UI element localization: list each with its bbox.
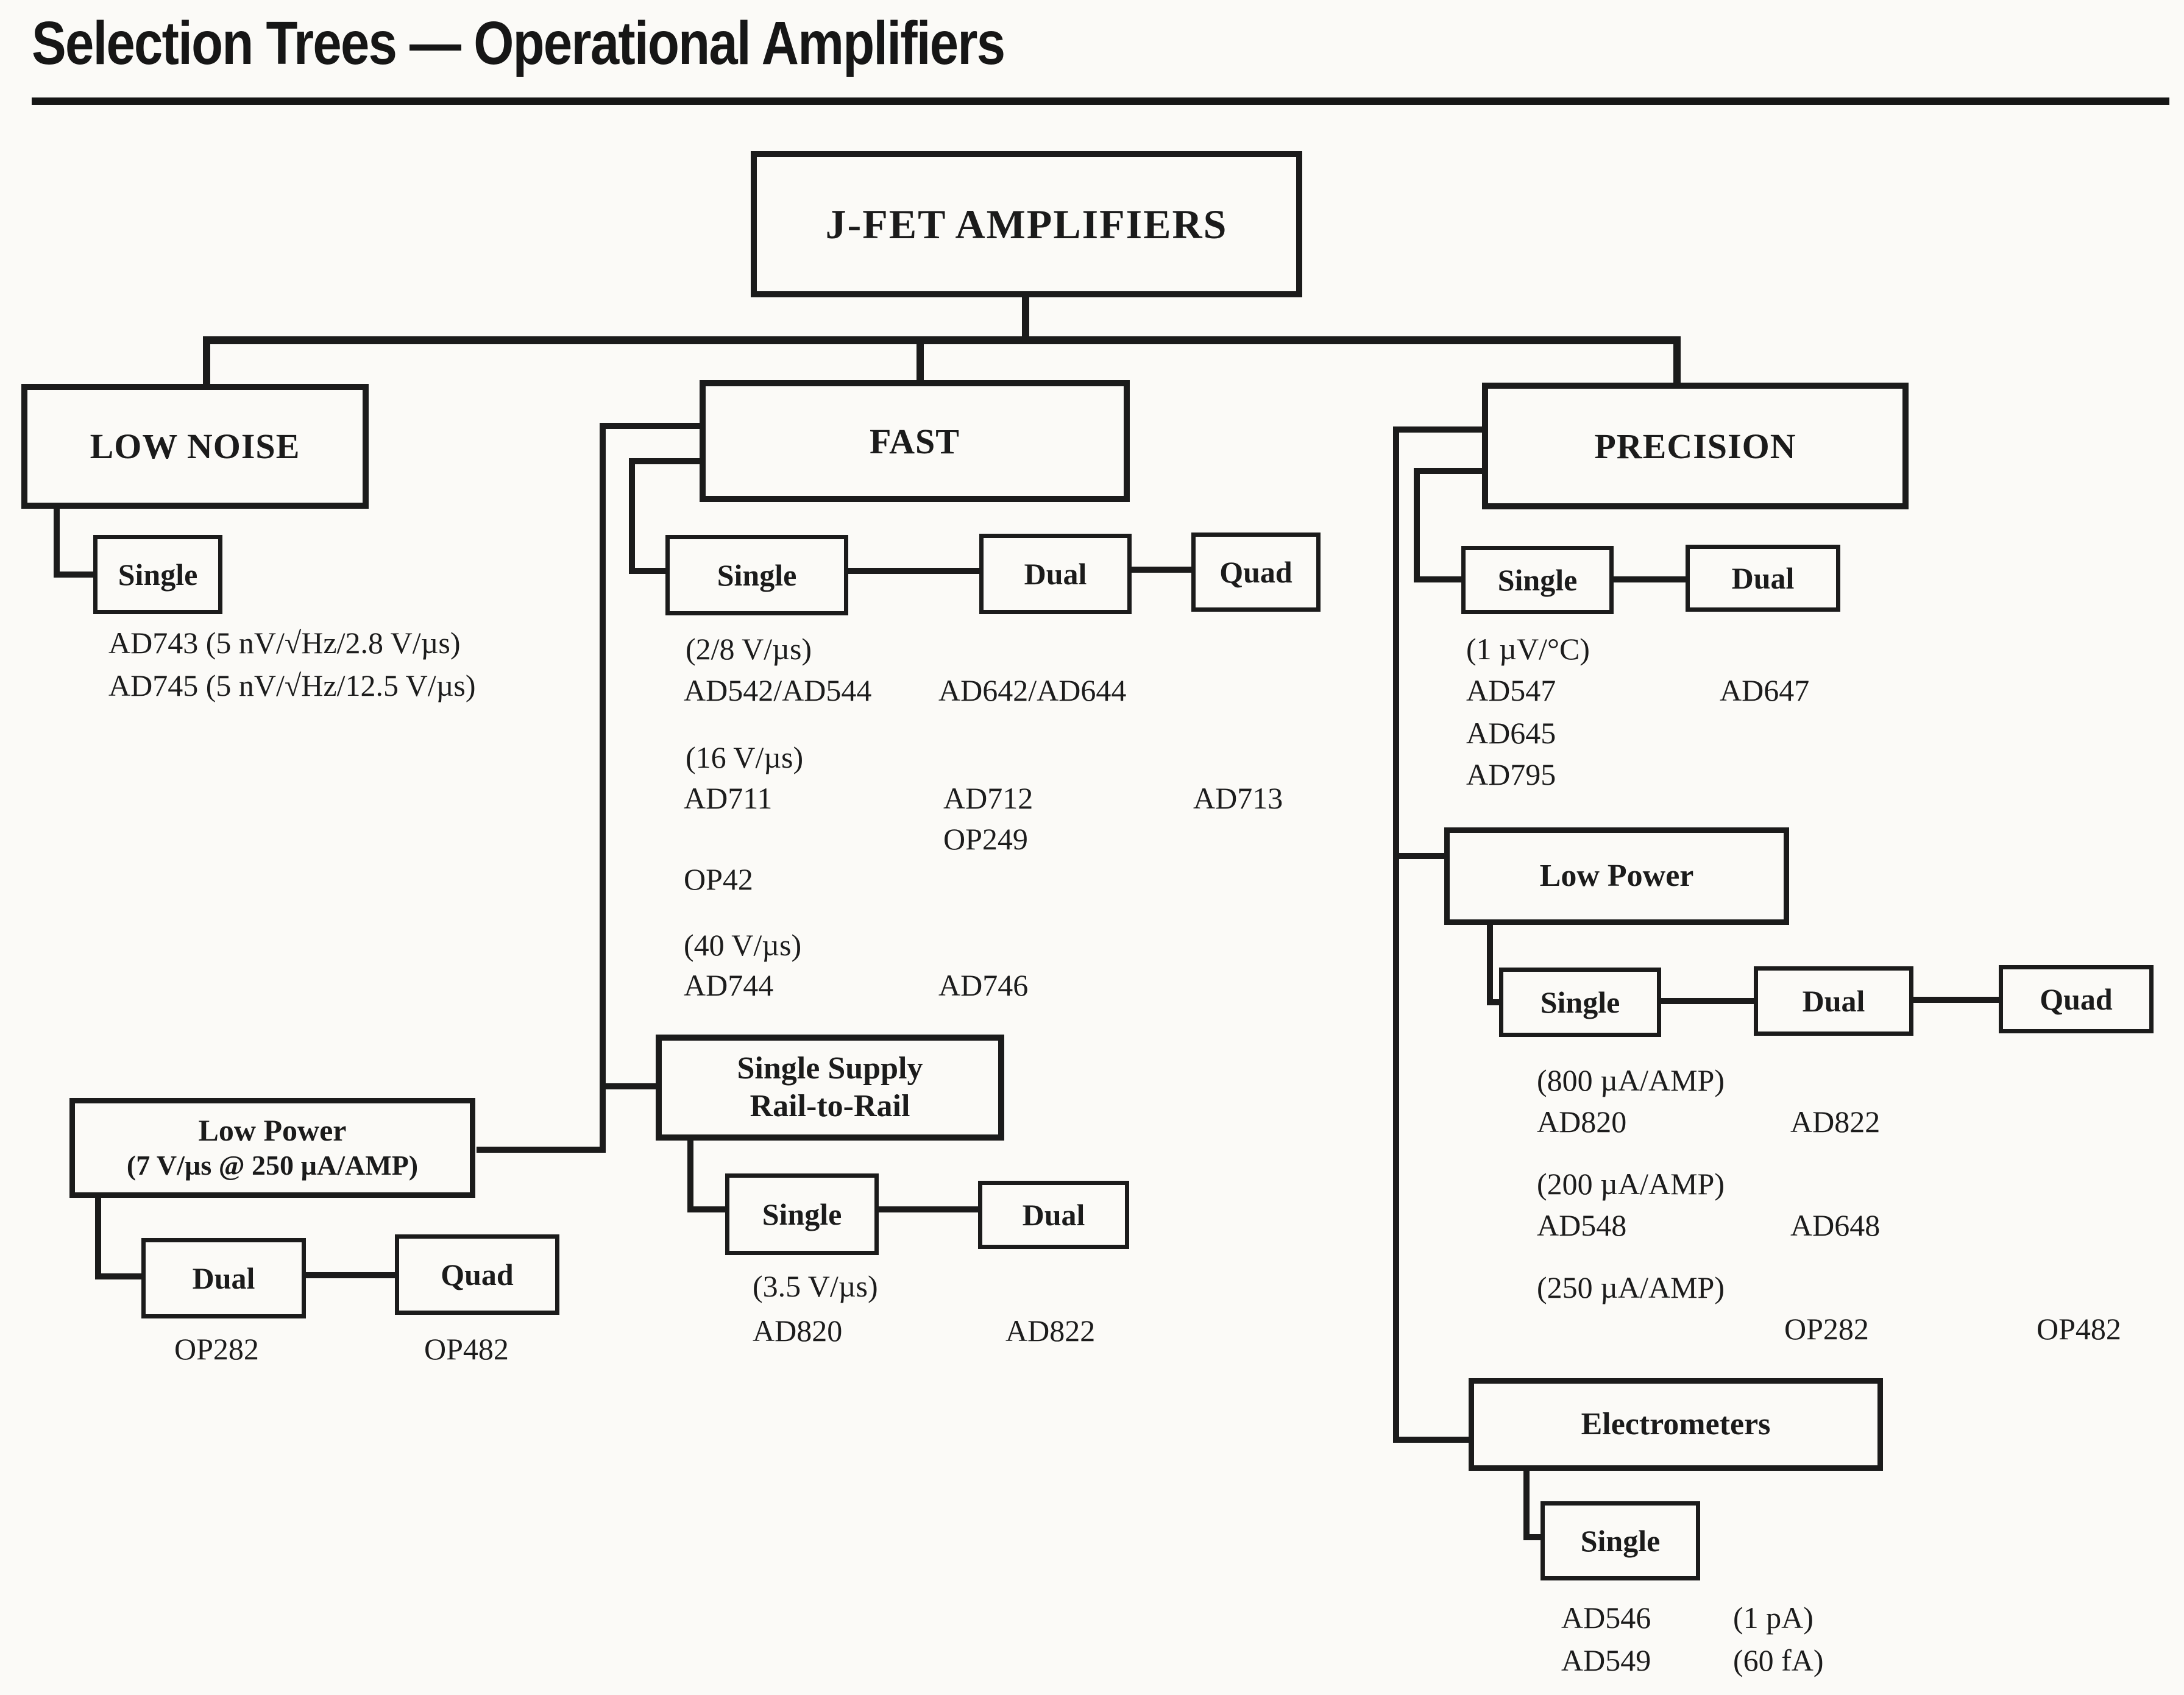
connector-plp-single-dual xyxy=(1661,998,1754,1004)
part-ad642-ad644: AD642/AD644 xyxy=(938,673,1127,707)
connector-plp-elbow-h xyxy=(1487,999,1499,1005)
part-ad647: AD647 xyxy=(1720,673,1810,707)
connector-precision-single-dual xyxy=(1614,576,1686,582)
part-ad648: AD648 xyxy=(1790,1208,1881,1242)
box-fast-single xyxy=(665,535,848,615)
page-title: Selection Trees — Operational Amplifiers xyxy=(32,9,1005,77)
connector-precision-inner-stub xyxy=(1414,468,1482,474)
box-fast-dual xyxy=(979,534,1132,614)
connector-fast-drop xyxy=(916,344,924,382)
note-fast-speed1: (2/8 V/µs) xyxy=(686,632,812,666)
part-plp-ad822: AD822 xyxy=(1790,1105,1881,1139)
part-op249: OP249 xyxy=(943,822,1028,856)
part-ad713: AD713 xyxy=(1193,781,1283,815)
part-ad743: AD743 (5 nV/√Hz/2.8 V/µs) xyxy=(108,626,461,660)
box-rail-label-line2: Rail-to-Rail xyxy=(750,1089,910,1124)
box-lp-left-quad-label: Quad xyxy=(441,1258,514,1292)
connector-root-drop xyxy=(1022,297,1029,340)
connector-low-noise-elbow-h xyxy=(54,571,94,578)
box-plp-quad-label: Quad xyxy=(2040,982,2113,1016)
box-low-noise xyxy=(21,384,369,509)
box-electrometers-single xyxy=(1540,1501,1700,1580)
box-low-power-left-dual xyxy=(141,1238,306,1318)
note-250ua: (250 µA/AMP) xyxy=(1537,1270,1725,1304)
part-ad795: AD795 xyxy=(1466,757,1556,791)
box-low-noise-single xyxy=(93,535,222,614)
part-ad711: AD711 xyxy=(684,781,773,815)
note-precision-drift: (1 µV/°C) xyxy=(1466,632,1590,666)
part-plp-ad820: AD820 xyxy=(1537,1105,1627,1139)
part-op482-left: OP482 xyxy=(424,1332,509,1366)
box-precision xyxy=(1482,383,1909,509)
part-ad546: AD546 xyxy=(1561,1601,1651,1635)
box-jfet-amplifiers xyxy=(751,151,1302,297)
part-ad746: AD746 xyxy=(938,968,1029,1002)
note-fast-speed3: (40 V/µs) xyxy=(684,928,802,962)
box-fast-label: FAST xyxy=(870,421,960,461)
part-ad549-spec: (60 fA) xyxy=(1733,1643,1824,1677)
box-precision-label: PRECISION xyxy=(1594,426,1796,466)
box-plp-quad xyxy=(1999,965,2154,1033)
note-fast-speed2: (16 V/µs) xyxy=(686,740,804,774)
connector-fast-single-dual xyxy=(848,568,979,574)
connector-precision-inner-vertical xyxy=(1414,468,1420,582)
box-fast-dual-label: Dual xyxy=(1024,557,1087,591)
part-ad548: AD548 xyxy=(1537,1208,1627,1242)
part-ad744: AD744 xyxy=(684,968,774,1002)
connector-fast-outer-stub xyxy=(600,423,700,429)
connector-rail-single-dual xyxy=(879,1206,978,1212)
box-low-power-left-subtitle: (7 V/µs @ 250 µA/AMP) xyxy=(126,1150,419,1181)
box-rail-single-label: Single xyxy=(762,1197,842,1231)
box-jfet-label: J-FET AMPLIFIERS xyxy=(825,200,1228,247)
box-electrometers-single-label: Single xyxy=(1580,1524,1661,1558)
box-rail-label-line1: Single Supply xyxy=(737,1051,923,1086)
part-ad645: AD645 xyxy=(1466,716,1556,750)
part-plp-op282: OP282 xyxy=(1784,1312,1869,1346)
note-200ua: (200 µA/AMP) xyxy=(1537,1167,1725,1201)
connector-lp-left-elbow-h xyxy=(95,1273,141,1279)
connector-fast-inner-vertical xyxy=(629,458,635,574)
part-rail-ad822: AD822 xyxy=(1005,1314,1096,1348)
box-plp-dual-label: Dual xyxy=(1802,984,1865,1018)
box-low-noise-label: LOW NOISE xyxy=(90,426,300,466)
box-precision-dual xyxy=(1686,545,1840,612)
connector-low-noise-elbow-v xyxy=(54,509,60,578)
part-ad712: AD712 xyxy=(943,781,1034,815)
connector-main-bar xyxy=(203,336,1681,344)
box-plp-single-label: Single xyxy=(1540,985,1620,1019)
connector-fast-dual-quad xyxy=(1132,567,1191,573)
box-electrometers xyxy=(1469,1378,1883,1471)
part-rail-ad820: AD820 xyxy=(753,1314,843,1348)
box-fast xyxy=(700,380,1130,502)
box-rail-dual-label: Dual xyxy=(1022,1198,1085,1232)
connector-fast-outer-vertical xyxy=(600,423,606,1153)
connector-rail-elbow-v xyxy=(687,1141,693,1212)
connector-precision-inner-h xyxy=(1414,576,1461,582)
part-ad546-spec: (1 pA) xyxy=(1733,1601,1814,1635)
connector-lp-left-dual-quad xyxy=(306,1272,395,1278)
connector-electro-elbow-h xyxy=(1523,1534,1540,1540)
box-fast-quad xyxy=(1191,533,1321,612)
part-ad547: AD547 xyxy=(1466,673,1556,707)
connector-fast-inner-stub xyxy=(629,458,700,464)
part-ad745: AD745 (5 nV/√Hz/12.5 V/µs) xyxy=(108,668,476,702)
box-plp-single xyxy=(1499,968,1661,1037)
connector-precision-outer-vertical xyxy=(1393,426,1399,1443)
box-precision-low-power-label: Low Power xyxy=(1539,858,1694,893)
connector-fast-inner-h xyxy=(629,568,665,574)
connector-plp-elbow-v xyxy=(1487,925,1493,1005)
connector-rail-elbow-h xyxy=(687,1206,725,1212)
part-op282-left: OP282 xyxy=(174,1332,259,1366)
connector-lp-left-elbow-v xyxy=(95,1198,101,1279)
box-electrometers-label: Electrometers xyxy=(1581,1407,1771,1442)
part-ad549: AD549 xyxy=(1561,1643,1651,1677)
connector-electro-elbow-v xyxy=(1523,1471,1530,1540)
connector-rail-stub xyxy=(606,1083,656,1089)
part-ad542-ad544: AD542/AD544 xyxy=(684,673,872,707)
box-fast-single-label: Single xyxy=(717,558,797,592)
box-precision-single-label: Single xyxy=(1497,563,1578,597)
title-rule xyxy=(32,97,2169,105)
box-precision-single xyxy=(1461,546,1614,614)
connector-precision-outer-stub xyxy=(1393,426,1482,433)
box-fast-quad-label: Quad xyxy=(1219,555,1292,589)
part-plp-op482: OP482 xyxy=(2037,1312,2121,1346)
box-low-noise-single-label: Single xyxy=(118,557,198,592)
note-800ua: (800 µA/AMP) xyxy=(1537,1063,1725,1097)
connector-low-power-left-stub xyxy=(477,1147,606,1153)
box-low-power-left xyxy=(69,1098,475,1198)
box-rail-dual xyxy=(978,1181,1129,1249)
part-op42: OP42 xyxy=(684,862,753,896)
box-precision-low-power xyxy=(1444,827,1789,925)
connector-precision-drop xyxy=(1673,344,1681,384)
note-rail-speed: (3.5 V/µs) xyxy=(753,1269,878,1303)
box-single-supply-rail-to-rail xyxy=(656,1035,1004,1141)
box-low-power-left-title: Low Power xyxy=(198,1113,347,1147)
box-lp-left-dual-label: Dual xyxy=(192,1261,255,1295)
box-low-power-left-quad xyxy=(395,1234,559,1315)
box-precision-dual-label: Dual xyxy=(1731,561,1795,595)
connector-precision-lowpower-stub xyxy=(1399,853,1444,859)
connector-plp-dual-quad xyxy=(1913,997,1999,1003)
box-plp-dual xyxy=(1754,966,1913,1036)
connector-low-noise-drop xyxy=(203,336,210,386)
box-rail-single xyxy=(725,1173,879,1255)
connector-electrometers-stub xyxy=(1399,1437,1469,1443)
